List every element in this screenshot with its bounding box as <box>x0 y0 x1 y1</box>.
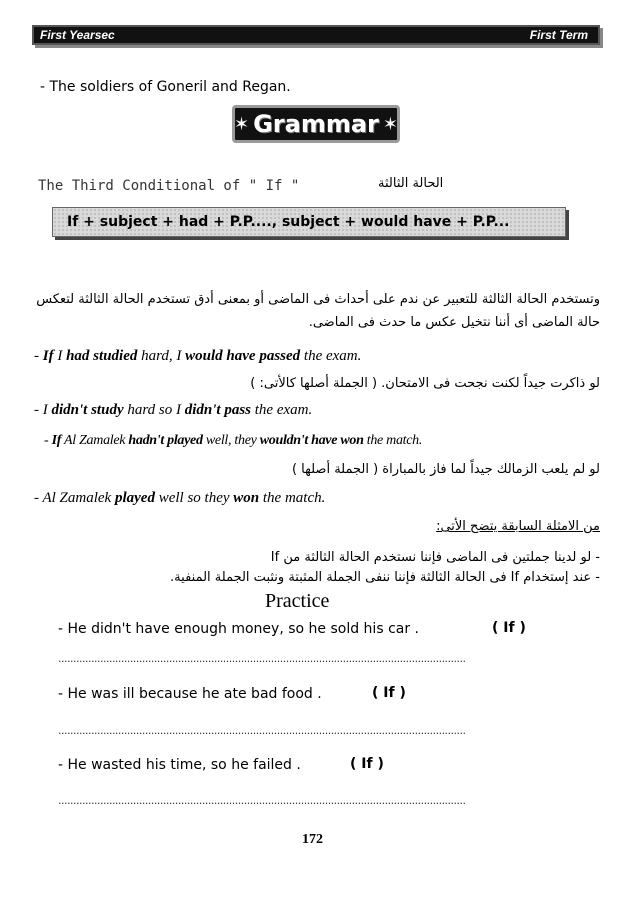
header-left-text: First Yearsec <box>40 28 115 42</box>
star-right-icon: ✶ <box>382 113 398 135</box>
practice-question-2: - He was ill because he ate bad food . <box>58 686 322 702</box>
practice-hint-3: ( If ) <box>350 756 384 772</box>
example-3: - If Al Zamalek hadn't played well, they wouldn't have won the match. <box>44 433 423 448</box>
notes-heading: من الامثلة السابقة يتضح الأتى: <box>436 519 600 534</box>
practice-question-3: - He wasted his time, so he failed . <box>58 757 301 773</box>
answer-line-2[interactable]: ........................................................................................................................................ <box>58 724 466 737</box>
page-number: 172 <box>302 832 323 847</box>
practice-hint-1: ( If ) <box>492 620 526 636</box>
formula-text: If + subject + had + P.P...., subject + would have + P.P... <box>67 214 510 230</box>
formula-box <box>52 207 566 237</box>
star-left-icon: ✶ <box>234 113 250 135</box>
example-4: - Al Zamalek played well so they won the match. <box>34 490 326 506</box>
example-1-arabic: لو ذاكرت جيداً لكنت نجحت فى الامتحان. ( الجملة أصلها كالأتى: ) <box>250 376 600 391</box>
grammar-title: Grammar <box>253 110 379 138</box>
answer-line-3[interactable]: ........................................................................................................................................ <box>58 794 466 807</box>
answer-line-1[interactable]: ........................................................................................................................................ <box>58 652 466 665</box>
example-3-arabic: لو لم يلعب الزمالك جيداً لما فاز بالمباراة ( الجملة أصلها ) <box>291 462 600 477</box>
header-right-text: First Term <box>529 28 588 42</box>
practice-title: Practice <box>265 590 330 612</box>
grammar-banner <box>232 105 400 143</box>
explanation-line-2: حالة الماضى أى أننا نتخيل عكس ما حدث فى الماضى. <box>308 315 600 330</box>
note-2: - عند إستخدام If فى الحالة الثالثة فإننا ننفى الجملة المثبتة ونثبت الجملة المنفية. <box>170 570 600 585</box>
third-conditional-title: The Third Conditional of " If " <box>38 178 300 194</box>
practice-hint-2: ( If ) <box>372 685 406 701</box>
note-1: - لو لدينا جملتين فى الماضى فإننا نستخدم الحالة الثالثة من If <box>270 550 600 565</box>
page-header-bar <box>32 25 600 45</box>
intro-line: - The soldiers of Goneril and Regan. <box>40 79 291 95</box>
example-1: - If I had studied hard, I would have passed the exam. <box>34 348 362 364</box>
third-conditional-arabic-title: الحالة الثالثة <box>378 176 444 191</box>
example-2: - I didn't study hard so I didn't pass the exam. <box>34 402 313 418</box>
explanation-line-1: وتستخدم الحالة الثالثة للتعبير عن ندم على أحداث فى الماضى أو بمعنى أدق تستخدم الحالة الثالثة لتعكس <box>36 292 600 307</box>
practice-question-1: - He didn't have enough money, so he sold his car . <box>58 621 419 637</box>
